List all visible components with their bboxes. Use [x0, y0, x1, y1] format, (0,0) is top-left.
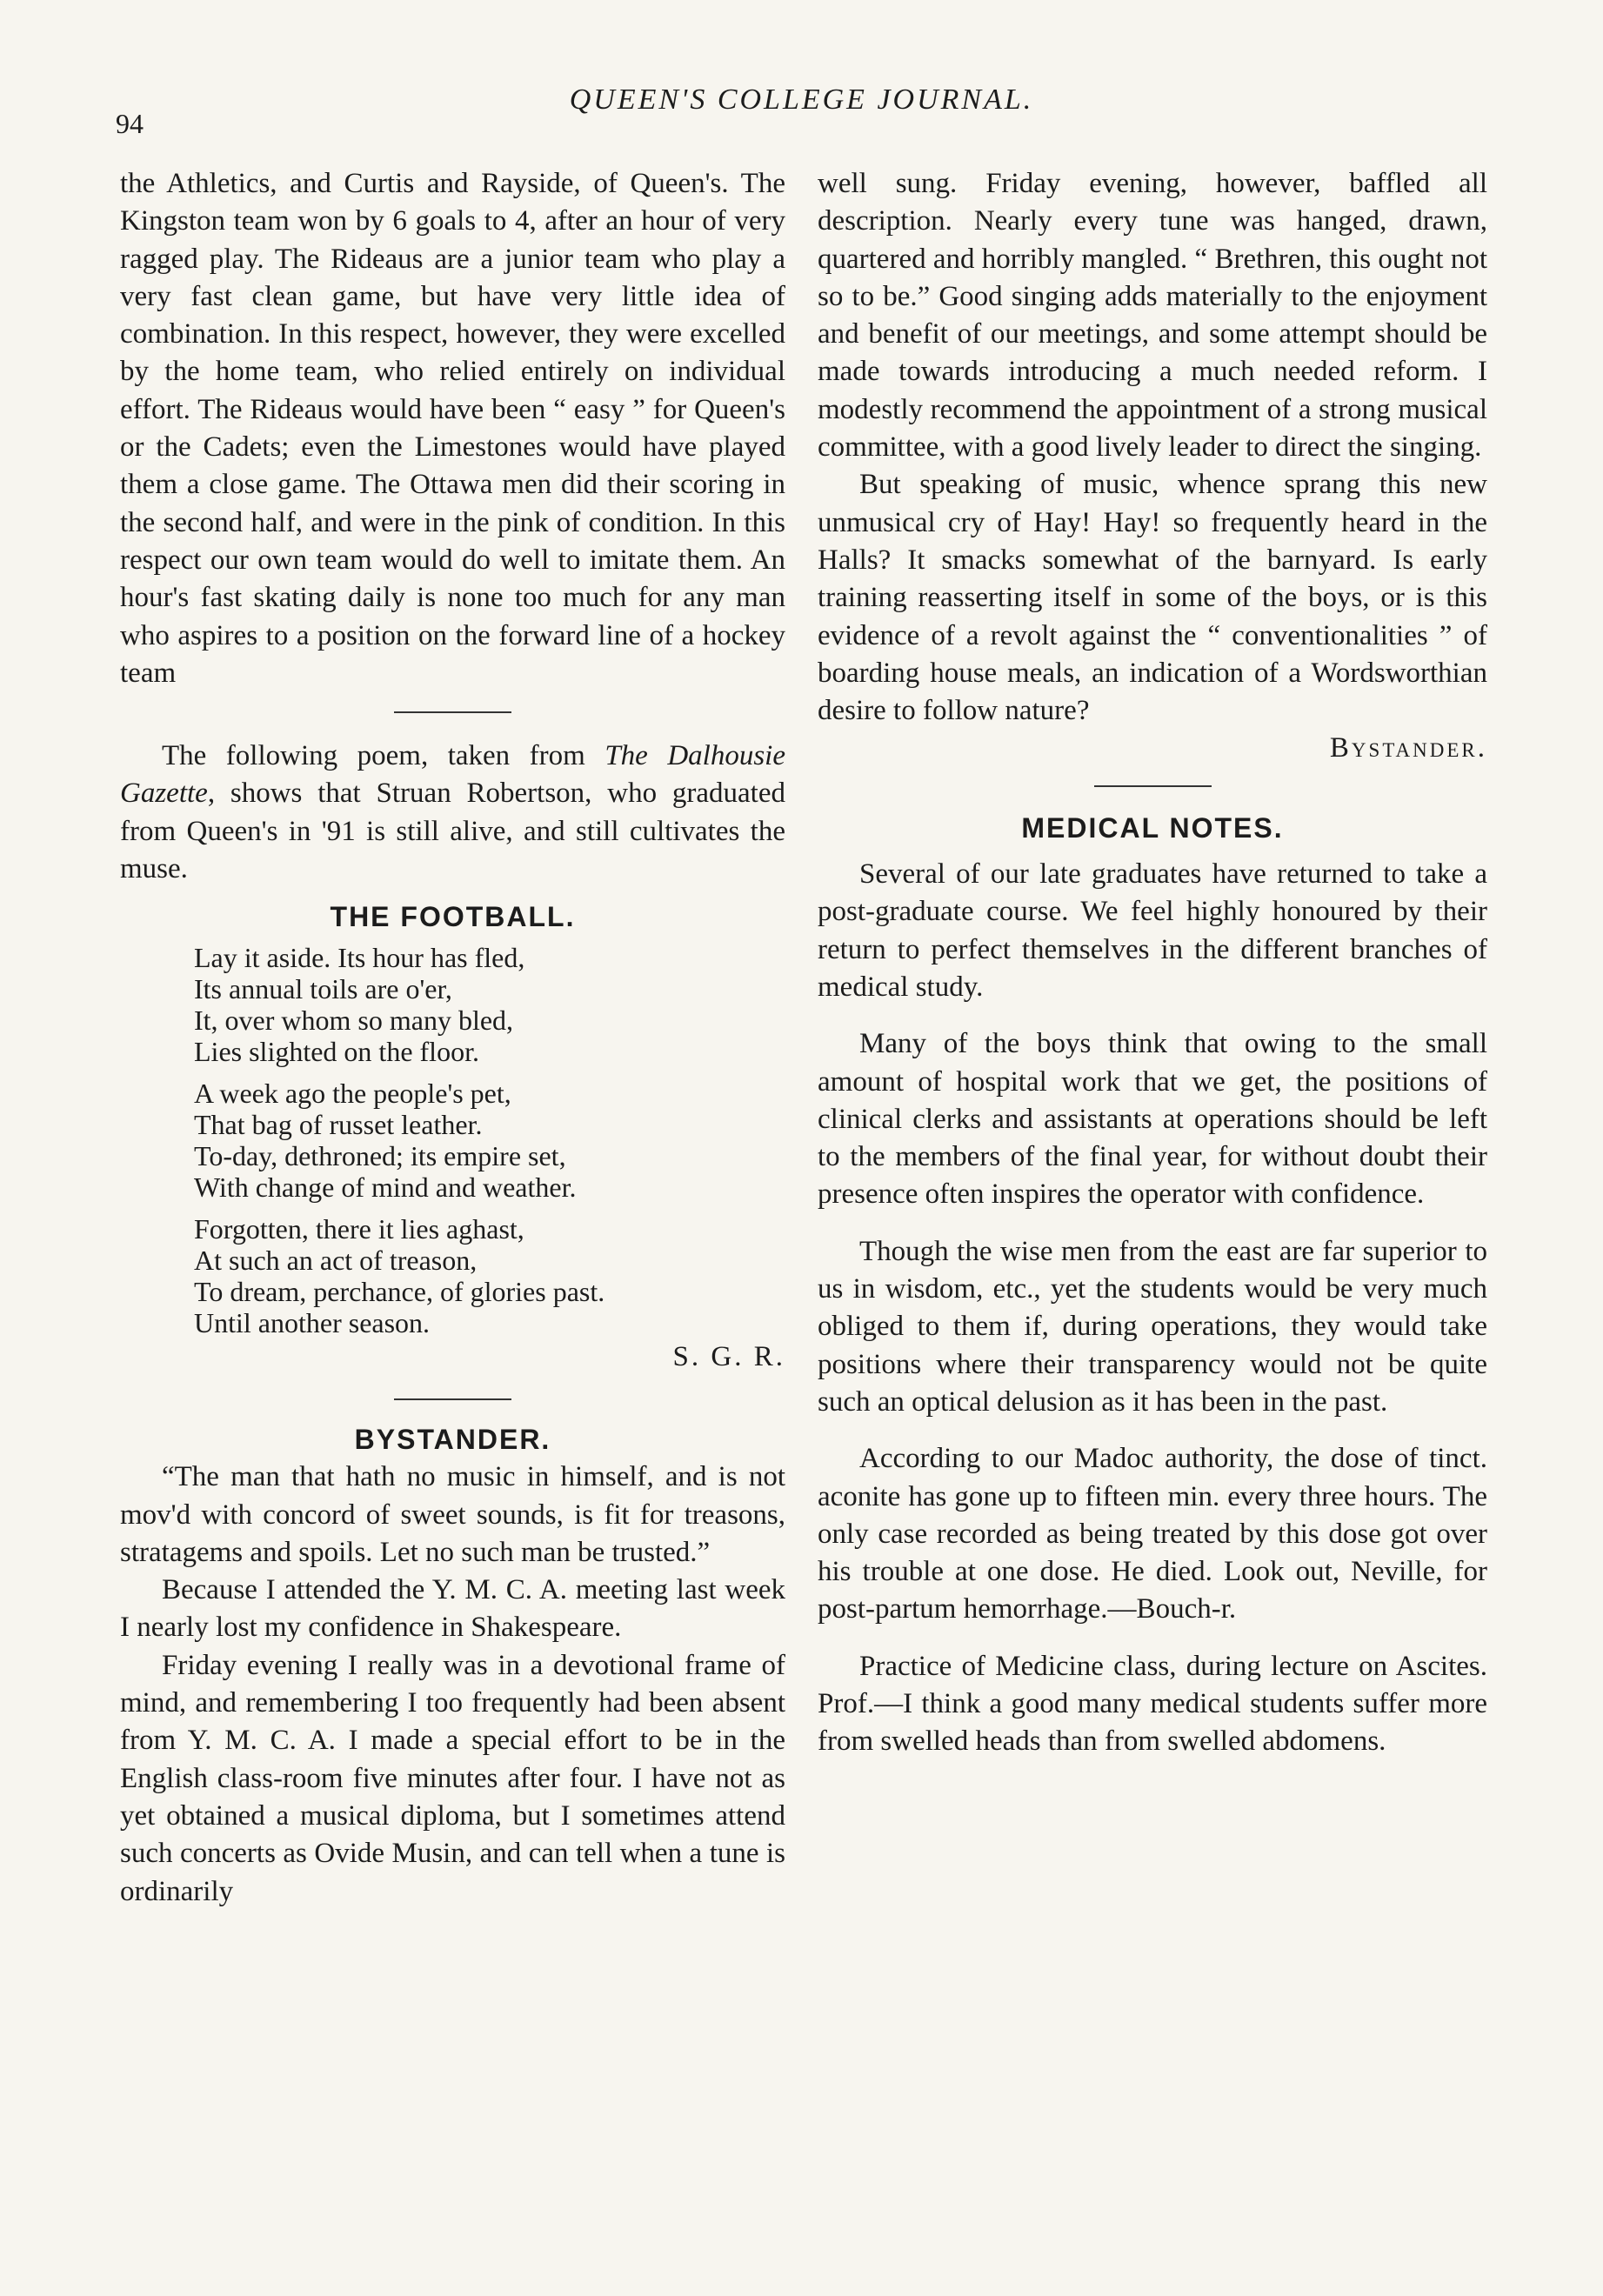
right-column: [818, 165, 1487, 1761]
medical-note: According to our Madoc authority, the dose of tinct. aconite has gone up to fifteen min. every three hours. The only case recorded as being treated by this dose got over his trouble at one dose. He died. Look out, Neville, for post-partum hemorrhage.—Bouch-r.: [818, 1443, 1487, 1625]
poem-intro-before: The following poem, taken from: [162, 740, 605, 772]
poem-intro: [120, 738, 785, 888]
medical-note: Though the wise men from the east are far superior to us in wisdom, etc., yet the students would be very much obliged to them if, during operations, they would take positions where their transparency would not be quite such an optical delusion as it has been in the past.: [818, 1235, 1487, 1418]
poem-line: Until another season.: [194, 1306, 431, 1338]
section-rule: [394, 1398, 511, 1400]
medical-note: Practice of Medicine class, during lecture on Ascites. Prof.—I think a good many medical students suffer more from swelled heads than from swelled abdomens.: [818, 1650, 1487, 1758]
bystander-quote: “The man that hath no music in himself, and is not mov'd with concord of sweet sounds, is fit for treasons, stratagems and spoils. Let no such man be trusted.”: [120, 1461, 785, 1568]
bystander-signature: Bystander.: [1329, 732, 1487, 764]
hockey-paragraph: the Athletics, and Curtis and Rayside, of Queen's. The Kingston team won by 6 goals to 4, after an hour of very ragged play. The Rideaus are a junior team who play a very fast clean game, but have very little idea of combination. In this respect, however, they were excelled by the home team, who relied entirely on individual effort. The Rideaus would have been “ easy ” for Queen's or the Cadets; even the Limestones would have played them a close game. The Ottawa men did their scoring in the second half, and were in the pink of condition. In this respect our own team would do well to imitate them. An hour's fast skating daily is none too much for any man who aspires to a position on the forward line of a hockey team: [120, 168, 785, 689]
poem-signature: S. G. R.: [672, 1340, 785, 1372]
bystander-continued: well sung. Friday evening, however, baffled all description. Nearly every tune was hanged, drawn, quartered and horribly mangled. “ Brethren, this ought not so to be.” Good singing adds materially to the enjoyment and benefit of our meetings, and some attempt should be made towards introducing a much needed reform. I modestly recommend the appointment of a strong musical committee, with a good lively leader to direct the singing.: [818, 168, 1487, 464]
bystander-paragraph: But speaking of music, whence sprang this new unmusical cry of Hay! Hay! so frequently heard in the Halls? It smacks somewhat of the barnyard. Is early training reasserting itself in some of the boys, or is this evidence of a revolt against the “ conventionalities ” of boarding house meals, an indication of a Wordsworthian desire to follow nature?: [818, 469, 1487, 727]
poem-stanza: [194, 1213, 785, 1338]
medical-notes-heading: MEDICAL NOTES.: [1021, 811, 1284, 844]
page-number: 94: [116, 108, 144, 139]
poem-title: THE FOOTBALL.: [330, 901, 576, 933]
poem-intro-after: , shows that Struan Robertson, who graduated from Queen's in '91 is still alive, and still cultivates the muse.: [120, 778, 785, 885]
left-column: [120, 165, 785, 1911]
poem-line: It, over whom so many bled,: [194, 1004, 514, 1036]
poem-line: At such an act of treason,: [194, 1244, 478, 1276]
bystander-paragraph: Friday evening I really was in a devotional frame of mind, and remembering I too frequently had been absent from Y. M. C. A. I made a special effort to be in the English class-room five minutes after four. I have not as yet obtained a musical diploma, but I sometimes attend such concerts as Ovide Musin, and can tell when a tune is ordinarily: [120, 1649, 785, 1907]
running-head: QUEEN'S COLLEGE JOURNAL.: [569, 83, 1034, 116]
poem-line: Lies slighted on the floor.: [194, 1035, 479, 1067]
poem-line: To-day, dethroned; its empire set,: [194, 1139, 566, 1171]
poem-line: A week ago the people's pet,: [194, 1077, 511, 1109]
poem-line: To dream, perchance, of glories past.: [194, 1275, 605, 1307]
bystander-heading: BYSTANDER.: [354, 1423, 551, 1455]
poem-line: Lay it aside. Its hour has fled,: [194, 941, 525, 973]
poem-line: That bag of russet leather.: [194, 1108, 483, 1140]
poem-line: Forgotten, there it lies aghast,: [194, 1212, 524, 1245]
poem-line: Its annual toils are o'er,: [194, 972, 452, 1004]
section-rule: [1094, 785, 1212, 787]
poem: [194, 942, 785, 1338]
poem-stanza: [194, 942, 785, 1067]
medical-note: Several of our late graduates have returned to take a post-graduate course. We feel highly honoured by their return to perfect themselves in the different branches of medical study.: [818, 858, 1487, 1003]
section-rule: [394, 711, 511, 713]
poem-stanza: [194, 1078, 785, 1203]
bystander-paragraph: Because I attended the Y. M. C. A. meeting last week I nearly lost my confidence in Shakespeare.: [120, 1574, 785, 1644]
poem-line: With change of mind and weather.: [194, 1171, 577, 1203]
medical-note: Many of the boys think that owing to the small amount of hospital work that we get, the positions of clinical clerks and assistants at operations should be left to the members of the final year, for without doubt their presence often inspires the operator with confidence.: [818, 1028, 1487, 1211]
poem-source: The Dalhousie Gazette: [120, 740, 785, 810]
